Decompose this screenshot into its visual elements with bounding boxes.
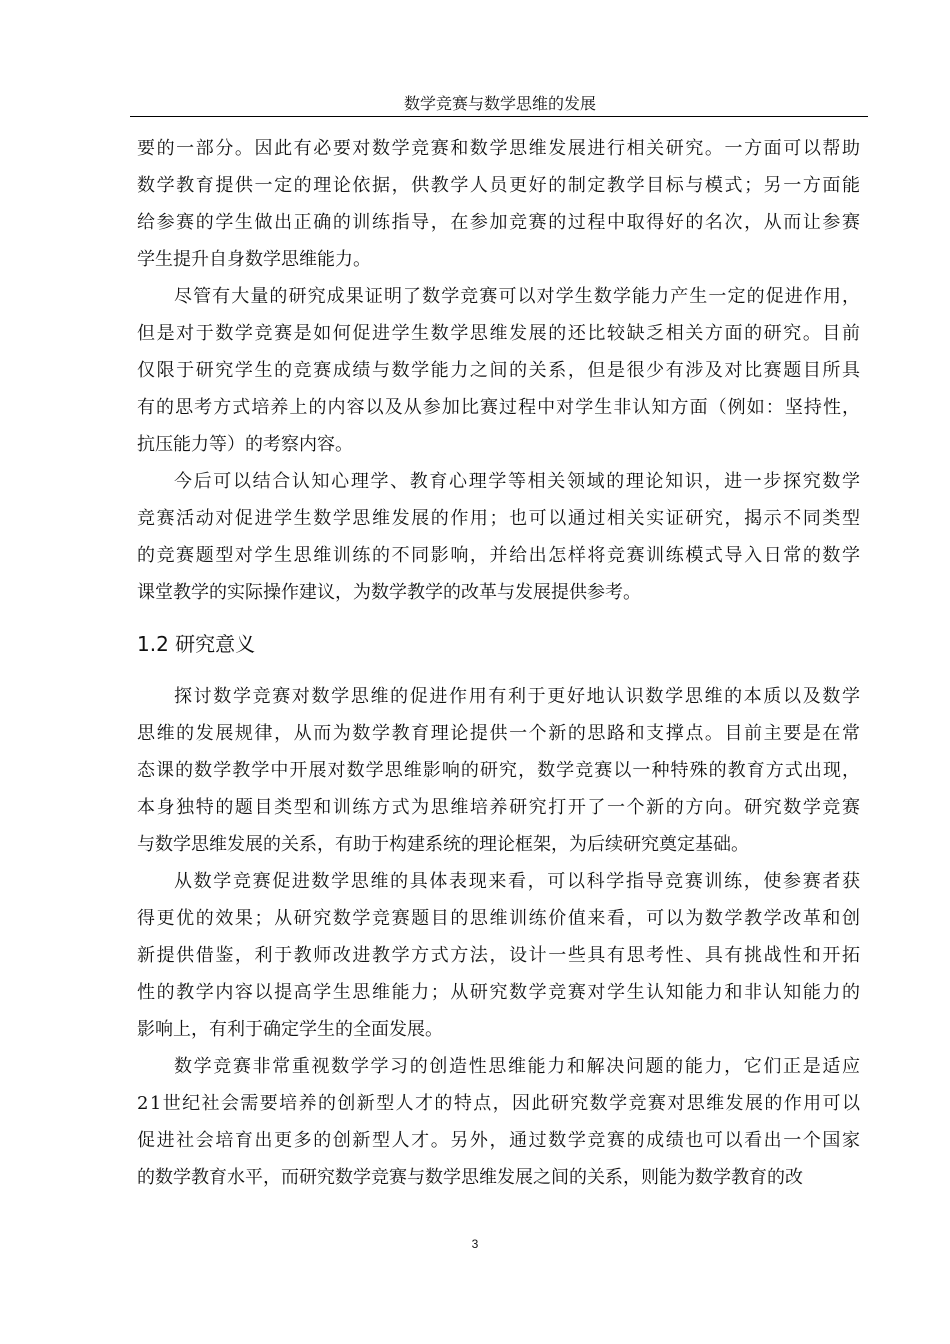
paragraph-line: 要的一部分。因此有必要对数学竞赛和数学思维发展进行相关研究。一方面可以帮助 [137, 138, 862, 159]
paragraph-line: 尽管有大量的研究成果证明了数学竞赛可以对学生数学能力产生一定的促进作用， [174, 286, 862, 307]
paragraph-line: 数学竞赛非常重视数学学习的创造性思维能力和解决问题的能力，它们正是适应 [174, 1056, 862, 1077]
paragraph-line: 新提供借鉴，利于教师改进教学方式方法，设计一些具有思考性、具有挑战性和开拓 [137, 945, 862, 966]
paragraph-line: 但是对于数学竞赛是如何促进学生数学思维发展的还比较缺乏相关方面的研究。目前 [137, 323, 862, 344]
page-number: 3 [471, 1237, 479, 1251]
paragraph-line: 数学教育提供一定的理论依据，供教学人员更好的制定教学目标与模式；另一方面能 [137, 175, 862, 196]
paragraph-line: 抗压能力等）的考察内容。 [137, 434, 353, 455]
paragraph-line: 影响上，有利于确定学生的全面发展。 [137, 1019, 443, 1040]
paragraph-line: 仅限于研究学生的竞赛成绩与数学能力之间的关系，但是很少有涉及对比赛题目所具 [137, 360, 862, 381]
paragraph-line: 有的思考方式培养上的内容以及从参加比赛过程中对学生非认知方面（例如：坚持性， [137, 397, 862, 418]
header-rule [130, 116, 868, 117]
paragraph-line: 给参赛的学生做出正确的训练指导，在参加竞赛的过程中取得好的名次，从而让参赛 [137, 212, 862, 233]
paragraph-line: 从数学竞赛促进数学思维的具体表现来看，可以科学指导竞赛训练，使参赛者获 [174, 871, 862, 892]
paragraph-line: 得更优的效果；从研究数学竞赛题目的思维训练价值来看，可以为数学教学改革和创 [137, 908, 862, 929]
paragraph-line: 学生提升自身数学思维能力。 [137, 249, 371, 270]
page-header: 数学竞赛与数学思维的发展 [403, 94, 596, 113]
paragraph-line: 促进社会培育出更多的创新型人才。另外，通过数学竞赛的成绩也可以看出一个国家 [137, 1130, 862, 1151]
paragraph-line: 竞赛活动对促进学生数学思维发展的作用；也可以通过相关实证研究，揭示不同类型 [137, 508, 862, 529]
paragraph-line: 探讨数学竞赛对数学思维的促进作用有利于更好地认识数学思维的本质以及数学 [174, 686, 862, 707]
paragraph-line: 与数学思维发展的关系，有助于构建系统的理论框架，为后续研究奠定基础。 [137, 834, 749, 855]
paragraph-line: 思维的发展规律，从而为数学教育理论提供一个新的思路和支撑点。目前主要是在常 [137, 723, 862, 744]
paragraph-line: 态课的数学教学中开展对数学思维影响的研究，数学竞赛以一种特殊的教育方式出现， [137, 760, 862, 781]
section-heading: 1.2 研究意义 [137, 632, 256, 656]
paragraph-line: 本身独特的题目类型和训练方式为思维培养研究打开了一个新的方向。研究数学竞赛 [137, 797, 862, 818]
paragraph-line: 21世纪社会需要培养的创新型人才的特点，因此研究数学竞赛对思维发展的作用可以 [137, 1093, 862, 1114]
paragraph-line: 性的教学内容以提高学生思维能力；从研究数学竞赛对学生认知能力和非认知能力的 [137, 982, 862, 1003]
paragraph-line: 今后可以结合认知心理学、教育心理学等相关领域的理论知识，进一步探究数学 [174, 471, 862, 492]
paragraph-line: 的竞赛题型对学生思维训练的不同影响，并给出怎样将竞赛训练模式导入日常的数学 [137, 545, 862, 566]
paragraph-line: 课堂教学的实际操作建议，为数学教学的改革与发展提供参考。 [137, 582, 641, 603]
paragraph-line: 的数学教育水平，而研究数学竞赛与数学思维发展之间的关系，则能为数学教育的改 [137, 1167, 803, 1188]
